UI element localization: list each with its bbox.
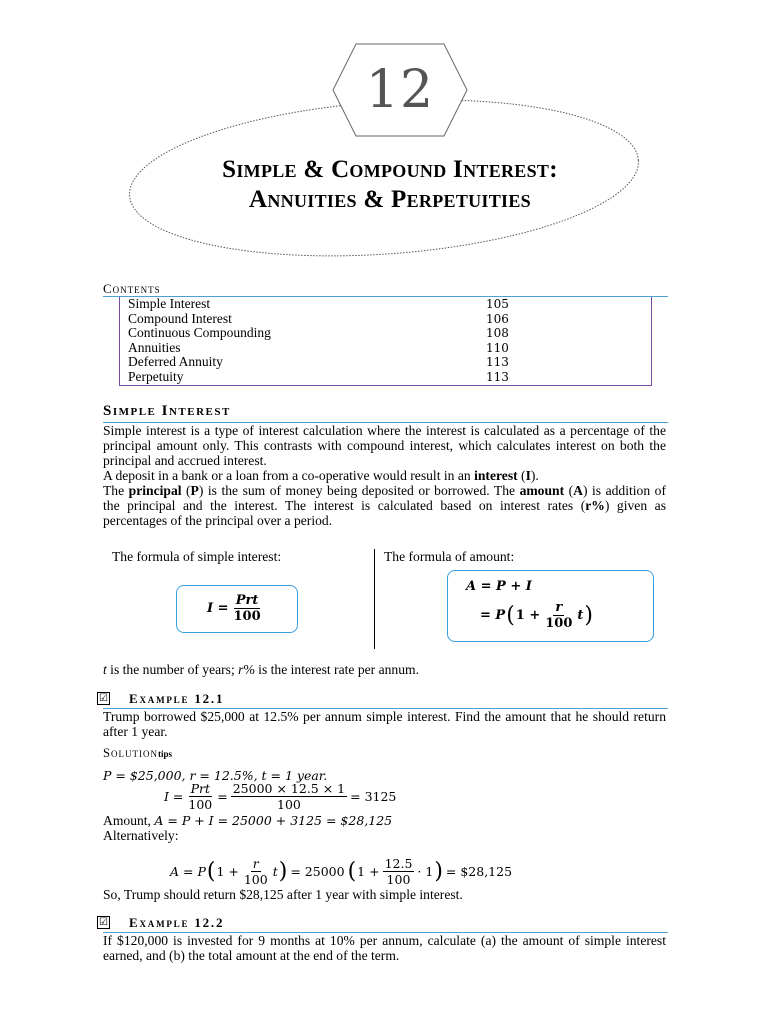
alt-t: t <box>272 864 278 879</box>
toc-row[interactable] <box>128 326 648 341</box>
calc-fraction-values <box>231 781 347 812</box>
principal-paragraph: The principal (P) is the sum of money being deposited or borrowed. The amount (A) is addition of the principal and the interest. The interest is calculated based on interest rates (r%) given as percentages of the principal over a period. <box>103 483 666 528</box>
formula-divider <box>374 549 375 649</box>
amount-t: t <box>577 608 584 623</box>
amount-line1: A = P + I <box>466 579 532 594</box>
toc-page: 105 <box>486 297 509 311</box>
checkbox-icon: ☑ <box>97 692 110 705</box>
example1-problem: Trump borrowed $25,000 at 12.5% per annum simple interest. Find the amount that he should return after 1 year. <box>103 709 666 739</box>
amount-formula-box: A = P + I = P ( 1 + $\frac{r}{100}$ t ) <box>447 570 654 642</box>
variables-note <box>103 662 419 678</box>
toc-page: 106 <box>486 311 509 326</box>
calc-denominator: 100 <box>188 797 213 812</box>
solution-heading <box>103 746 172 761</box>
alt-result: = $28,125 <box>445 864 513 879</box>
symbol-i: I <box>525 468 531 483</box>
alt-denominator: 100 <box>243 872 268 887</box>
contents-heading: Contents <box>103 281 161 296</box>
toc-title: Continuous Compounding <box>128 325 271 341</box>
amount-fraction <box>543 600 574 631</box>
toc-row[interactable] <box>128 355 648 370</box>
term-interest: interest <box>474 468 518 483</box>
toc-title: Compound Interest <box>128 310 232 326</box>
example1-conclusion: So, Trump should return $28,125 after 1 year with simple interest. <box>103 887 463 902</box>
alt-fraction-2 <box>383 856 415 887</box>
calc-denominator-values: 100 <box>277 797 301 812</box>
toc-row[interactable] <box>128 312 648 327</box>
toc-title: Perpetuity <box>128 369 184 384</box>
alternatively-label: Alternatively: <box>103 828 179 843</box>
chapter-title-line2: Annuities & Perpetuities <box>249 186 531 213</box>
si-formula-box <box>176 585 298 633</box>
alt-dot: · 1 <box>417 864 434 879</box>
amount-line <box>103 813 392 829</box>
chapter-title <box>110 155 670 215</box>
example2-problem: If $120,000 is invested for 9 months at 10% per annum, calculate (a) the amount of simple interest earned, and (b) the total amount at the end of the term. <box>103 933 666 963</box>
amount-label: Amount, <box>103 813 151 828</box>
example-heading: Example 12.2 <box>129 915 225 930</box>
si-numerator: Prt <box>235 593 259 608</box>
alt-mid: = 25000 <box>290 864 345 879</box>
calc-fraction <box>186 781 214 812</box>
intro-paragraph: Simple interest is a type of interest calculation where the interest is calculated as a percentage of the principal amount only. This contrasts with compound interest, which calculates interest on both the principal and accrued interest. <box>103 423 666 468</box>
amount-one-plus: 1 + <box>515 608 541 623</box>
toc-title: Deferred Annuity <box>128 354 223 370</box>
toc-row[interactable] <box>128 297 648 312</box>
toc-title: Annuities <box>128 339 181 355</box>
alternative-calc: A = P ( 1 + $\frac{r}{100}$ t ) = 25000 ( 1 + $\frac{12.5}{100}$ · 1 ) = $28,125 <box>170 856 513 887</box>
example-heading: Example 12.1 <box>129 691 225 706</box>
symbol-r: r% <box>585 498 605 513</box>
amount-denominator: 100 <box>545 616 573 631</box>
calc-numerator: Prt <box>190 781 211 796</box>
chapter-title-line1: Simple & Compound Interest: <box>222 156 558 183</box>
alt-fraction <box>242 856 270 887</box>
text-run: is the number of years; <box>106 662 239 677</box>
term-principal: principal <box>128 483 182 498</box>
toc-page: 113 <box>486 370 509 384</box>
si-lhs: I = <box>207 601 229 616</box>
toc-title: Simple Interest <box>128 296 211 311</box>
calc-numerator-values: 25000 × 12.5 × 1 <box>232 781 346 796</box>
alt-numerator: r <box>252 856 259 871</box>
interest-paragraph: A deposit in a bank or a loan from a co-operative would result in an interest (I). <box>103 468 539 483</box>
si-formula-label: The formula of simple interest: <box>112 549 282 564</box>
solution-label: Solution <box>103 746 158 760</box>
alt-numerator-2: 12.5 <box>384 856 413 871</box>
section-title: Simple Interest <box>103 403 231 419</box>
symbol-p: P <box>190 483 199 498</box>
text-run: . <box>535 468 539 483</box>
si-denominator: 100 <box>233 609 261 624</box>
toc-page: 110 <box>486 340 509 355</box>
text-run: is the sum of money being deposited or borrowed. The <box>203 483 520 498</box>
example1-given: P = $25,000, r = 12.5%, t = 1 year. <box>103 768 328 783</box>
term-amount: amount <box>519 483 565 498</box>
chapter-number: 12 <box>365 60 435 120</box>
text-run: % is the interest rate per annum. <box>243 662 419 677</box>
calc-lhs: I = <box>164 789 184 804</box>
checkbox-icon: ☑ <box>97 916 110 929</box>
toc-page: 113 <box>486 355 509 370</box>
var-t: t <box>103 662 107 677</box>
toc-row[interactable] <box>128 370 648 385</box>
text-run: is addition of the principal and the interest. The interest is calculated based on interest rates ( <box>103 483 666 513</box>
example1-interest-calc: I = $\frac{\text{Prt}}{100}$ = $\frac{25000 \times 12.5 \times 1}{100}$ = 3125 <box>164 781 397 812</box>
toc-row[interactable] <box>128 341 648 356</box>
tips-label: tips <box>157 749 172 759</box>
amount-expression: A = P + I = 25000 + 3125 = $28,125 <box>154 813 393 828</box>
amount-line2-lhs: = P <box>480 608 506 623</box>
alt-one-plus: 1 + <box>216 864 239 879</box>
alt-one-plus-2: 1 + <box>357 864 380 879</box>
text-run: ) given as percentages of the principal over a period. <box>103 498 666 528</box>
toc-page: 108 <box>486 326 509 341</box>
calc-result: = 3125 <box>350 789 397 804</box>
var-r: r <box>238 662 244 677</box>
symbol-a: A <box>573 483 583 498</box>
amount-formula-label: The formula of amount: <box>384 549 515 564</box>
alt-denominator-2: 100 <box>386 872 411 887</box>
text-run: The <box>103 483 129 498</box>
alt-lhs: A = P <box>170 864 206 879</box>
si-fraction <box>232 593 263 624</box>
text-run: A deposit in a bank or a loan from a co-operative would result in an <box>103 468 475 483</box>
amount-numerator: r <box>555 600 563 615</box>
